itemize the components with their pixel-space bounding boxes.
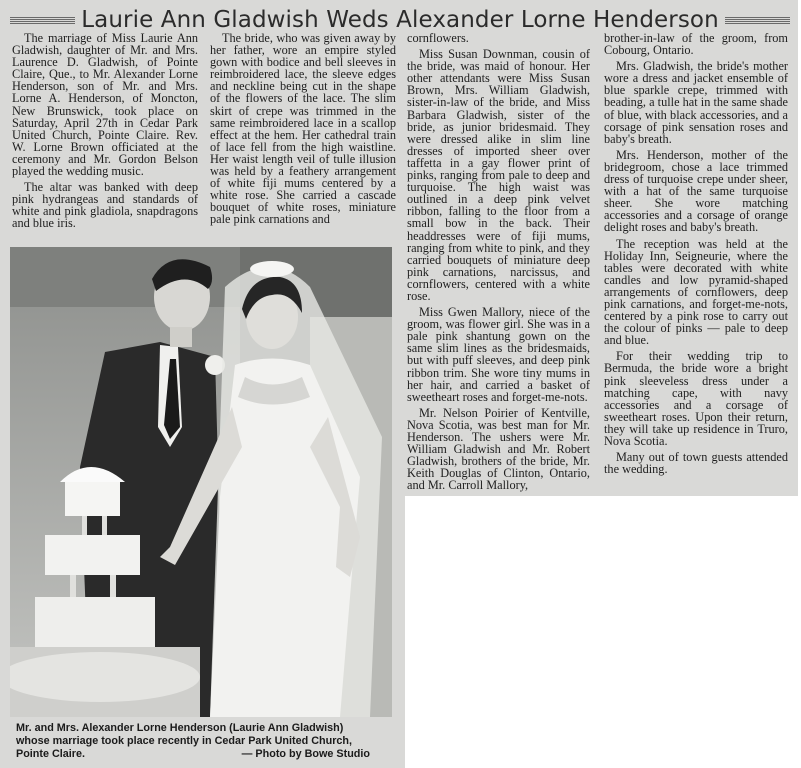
photo-credit: — Photo by Bowe Studio	[241, 748, 370, 760]
article-column-4	[604, 32, 788, 479]
paragraph: The altar was banked with deep pink hydrangeas and standards of white and pink gladiola, snapdragons and blue iris.	[12, 180, 198, 231]
headline-rule-left	[10, 16, 75, 24]
paragraph: The marriage of Miss Laurie Ann Gladwish, daughter of Mr. and Mrs. Laurence D. Gladwish, of Pointe Claire, Que., to Mr. Alexander Lorne Henderson, son of Mr. and Mrs. Lorne A. Henderson, of Moncton, New Brunswick, took place on Saturday, April 27th in Cedar Park United Church, Pointe Claire. Rev. W. Lorne Brown officiated at the ceremony and Mr. Gordon Belson played the wedding music.	[12, 31, 198, 179]
caption-last-row	[16, 748, 396, 761]
paragraph: For their wedding trip to Bermuda, the bride wore a bright pink sleeveless dress under a matching cape, with navy accessories and a corsage of sweetheart roses. Upon their return, they will take up residence in Truro, Nova Scotia.	[604, 349, 788, 448]
paragraph: Mrs. Gladwish, the bride's mother wore a dress and jacket ensemble of blue sparkle crepe, trimmed with beading, a tulle hat in the same shade of blue, with black accessories, and a corsage of pink sensation roses and baby's breath.	[604, 59, 788, 146]
blank-background	[405, 496, 801, 768]
article-column-3	[407, 32, 590, 495]
paragraph: Many out of town guests attended the wedding.	[604, 450, 788, 477]
headline: Laurie Ann Gladwish Weds Alexander Lorne Henderson	[81, 7, 719, 33]
article-column-1	[12, 32, 198, 234]
paragraph: Miss Gwen Mallory, niece of the groom, was flower girl. She was in a pale pink shantung gown on the same slim lines as the bridesmaids, but with puff sleeves, and deep pink ribbon trim. She wore tiny mums in her hair, and carried a basket of sweetheart roses and forget-me-nots.	[407, 305, 590, 404]
caption-line: Pointe Claire.	[16, 748, 85, 760]
photo-caption	[16, 722, 396, 761]
paragraph: brother-in-law of the groom, from Cobourg, Ontario.	[604, 31, 788, 58]
article-column-2	[210, 32, 396, 230]
paragraph: The bride, who was given away by her father, wore an empire styled gown with bodice and bell sleeves in reimbroidered lace, the sleeve edges and neckline being cut in the shape of the flowers of the lace. The slim skirt of crepe was trimmed in the same reimbroidered lace in a scallop effect at the hem. Her cathedral train of lace fell from the high waistline. Her waist length veil of tulle illusion was held by a feathery arrangement of white fiji mums centered by a white rose. She carried a cascade bouquet of white roses, miniature pale pink carnations and	[210, 31, 396, 227]
caption-line: Mr. and Mrs. Alexander Lorne Henderson (Laurie Ann Gladwish)	[16, 722, 344, 734]
headline-rule-right	[725, 16, 790, 24]
paragraph: Mr. Nelson Poirier of Kentville, Nova Scotia, was best man for Mr. Henderson. The ushers were Mr. William Gladwish and Mr. Robert Gladwish, brothers of the bride, Mr. Keith Douglas of Clinton, Ontario, and Mr. Carroll Mallory,	[407, 405, 590, 493]
caption-line: whose marriage took place recently in Cedar Park United Church,	[16, 735, 353, 747]
paragraph: The reception was held at the Holiday Inn, Seigneurie, where the tables were decorated with white candles and low pyramid-shaped arrangements of cornflowers, deep pink carnations, and forget-me-nots, centered by a pink rose to carry out the colour of pinks — pale to deep and blue.	[604, 236, 788, 348]
paragraph: Miss Susan Downman, cousin of the bride, was maid of honour. Her other attendants were Miss Susan Brown, Mrs. William Gladwish, sister-in-law of the bride, and Miss Barbara Gladwish, sister of the bride, as junior bridesmaid. They were dressed alike in slim line dresses of imported sheer over taffetta in a gay flower print of pinks, ranging from pale to deep and turquoise. The high waist was outlined in a deep pink velvet ribbon, falling to the floor from a small bow in the back. Their headdresses were of fiji mums, ranging from white to pink, and they carried bouquets of miniature deep pink carnations, narcissus, and cornflowers, centered with a white rose.	[407, 47, 590, 303]
paragraph: cornflowers.	[407, 31, 469, 45]
wedding-photo	[10, 247, 392, 717]
paragraph: Mrs. Henderson, mother of the bridegroom, chose a lace trimmed dress of turquoise crepe under sheer, with a hat of the same turquoise sheer. She wore matching accessories and a corsage of orange delight roses and baby's breath.	[604, 147, 788, 235]
